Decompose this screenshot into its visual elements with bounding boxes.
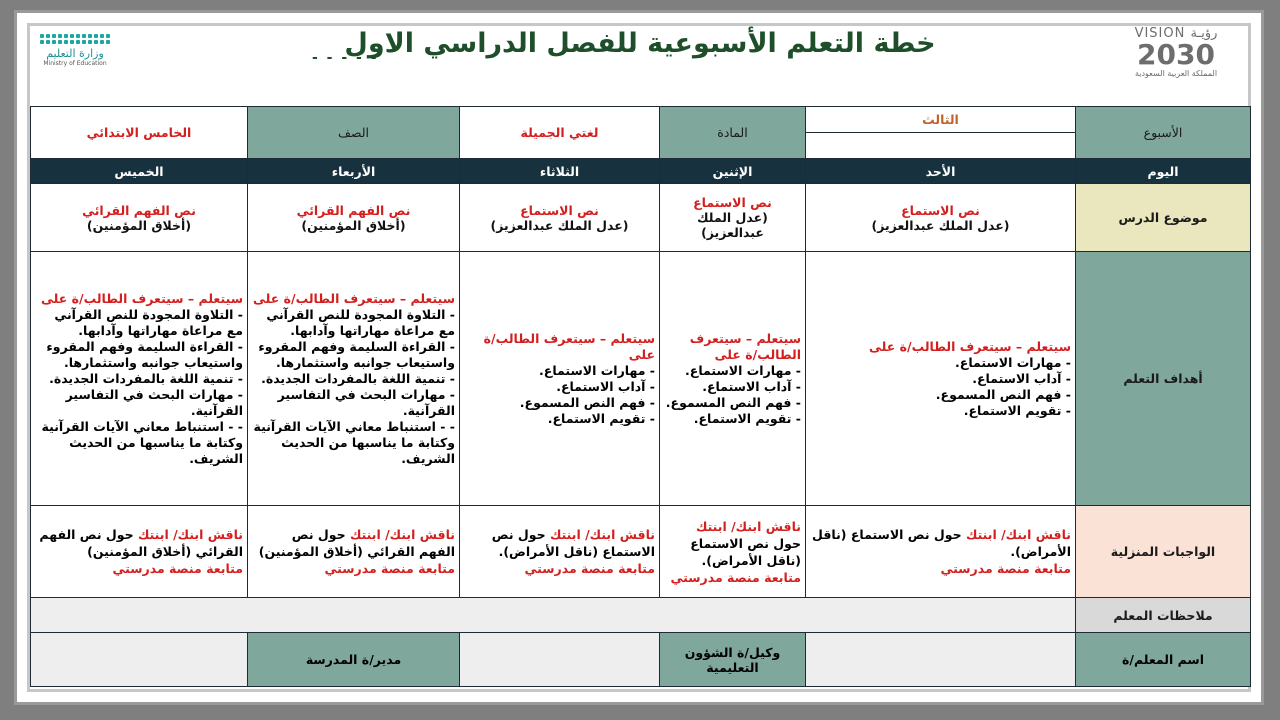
row-notes (31, 598, 1251, 633)
lesson-cell: نص الفهم القرائي (أخلاق المؤمنين) (248, 184, 460, 252)
week-label: الأسبوع (1076, 107, 1251, 159)
day-sunday: الأحد (806, 159, 1076, 184)
row-days (31, 159, 1251, 184)
week-empty (806, 133, 1076, 159)
row-homework (31, 506, 1251, 598)
row-goals (31, 252, 1251, 506)
homework-cell: ناقش ابنك/ ابنتك حول نص الفهم القرائي (أخلاق المؤمنين) متابعة منصة مدرستي (31, 506, 248, 598)
vision-2030-logo (1116, 26, 1236, 86)
page-title: خطة التعلم الأسبوعية للفصل الدراسي الاول (344, 28, 936, 59)
teacher-label: اسم المعلم/ة (1076, 633, 1251, 687)
deputy-label: وكيل/ة الشؤون التعليمية (660, 633, 806, 687)
deputy-field[interactable] (460, 633, 660, 687)
row-signatures (31, 633, 1251, 687)
homework-cell: ناقش ابنك/ ابنتك حول نص الاستماع (ناقل الأمراض). متابعة منصة مدرستي (460, 506, 660, 598)
row-lesson (31, 184, 1251, 252)
ministry-name-ar: وزارة التعليم (46, 47, 104, 60)
weekly-plan-table (30, 106, 1251, 687)
subject-value: لغتي الجميلة (460, 107, 660, 159)
teacher-field[interactable] (806, 633, 1076, 687)
goals-cell: سيتعلم – سيتعرف الطالب/ة على - مهارات الاستماع. - آداب الاستماع. - فهم النص المسموع. - تقويم الاستماع. (660, 252, 806, 506)
vision-year: 2030 (1137, 38, 1215, 71)
ministry-logo (30, 34, 120, 84)
principal-field[interactable] (31, 633, 248, 687)
goals-cell: سيتعلم – سيتعرف الطالب/ة على - مهارات الاستماع. - آداب الاستماع. - فهم النص المسموع. - تقويم الاستماع. (806, 252, 1076, 506)
lesson-cell: نص الاستماع (عدل الملك عبدالعزيز) (806, 184, 1076, 252)
goals-cell: سيتعلم – سيتعرف الطالب/ة على - التلاوة المجودة للنص القرآني مع مراعاة مهاراتها وآدابها. - القراءة السليمة وفهم المقروء واستيعاب جوانبه واستثمارها. - تنمية اللغة بالمفردات الجديدة. - مهارات البحث في التفاسير القرآنية. - - استنباط معاني الآيات القرآنية وكتابة ما يناسبها من الحديث الشريف. (31, 252, 248, 506)
class-label: الصف (248, 107, 460, 159)
goals-label: أهداف التعلم (1076, 252, 1251, 506)
day-tuesday: الثلاثاء (460, 159, 660, 184)
title-dash: - - - - - (312, 50, 379, 66)
principal-label: مدير/ة المدرسة (248, 633, 460, 687)
homework-cell: ناقش ابنك/ ابنتك حول نص الفهم القرائي (أخلاق المؤمنين) متابعة منصة مدرستي (248, 506, 460, 598)
homework-cell: ناقش ابنك/ ابنتك حول نص الاستماع (ناقل الأمراض). متابعة منصة مدرستي (660, 506, 806, 598)
homework-label: الواجبات المنزلية (1076, 506, 1251, 598)
lesson-label: موضوع الدرس (1076, 184, 1251, 252)
subject-label: المادة (660, 107, 806, 159)
homework-cell: ناقش ابنك/ ابنتك حول نص الاستماع (ناقل الأمراض). متابعة منصة مدرستي (806, 506, 1076, 598)
day-monday: الإثنين (660, 159, 806, 184)
class-value: الخامس الابتدائي (31, 107, 248, 159)
day-label: اليوم (1076, 159, 1251, 184)
notes-field[interactable] (31, 598, 1076, 633)
week-value: الثالث (806, 107, 1076, 133)
lesson-cell: نص الفهم القرائي (أخلاق المؤمنين) (31, 184, 248, 252)
ministry-name-en: Ministry of Education (43, 60, 107, 67)
vision-line1: VISION رؤيـة (1134, 26, 1218, 41)
day-wednesday: الأربعاء (248, 159, 460, 184)
goals-cell: سيتعلم – سيتعرف الطالب/ة على - التلاوة المجودة للنص القرآني مع مراعاة مهاراتها وآدابها. - القراءة السليمة وفهم المقروء واستيعاب جوانبه واستثمارها. - تنمية اللغة بالمفردات الجديدة. - مهارات البحث في التفاسير القرآنية. - - استنباط معاني الآيات القرآنية وكتابة ما يناسبها من الحديث الشريف. (248, 252, 460, 506)
row-week (31, 107, 1251, 133)
lesson-cell: نص الاستماع (عدل الملك عبدالعزيز) (460, 184, 660, 252)
notes-label: ملاحظات المعلم (1076, 598, 1251, 633)
vision-country: المملكة العربية السعودية (1134, 69, 1218, 78)
day-thursday: الخميس (31, 159, 248, 184)
goals-cell: سيتعلم – سيتعرف الطالب/ة على - مهارات الاستماع. - آداب الاستماع. - فهم النص المسموع. - تقويم الاستماع. (460, 252, 660, 506)
ministry-dots-icon (38, 34, 112, 44)
lesson-cell: نص الاستماع (عدل الملك عبدالعزيز) (660, 184, 806, 252)
